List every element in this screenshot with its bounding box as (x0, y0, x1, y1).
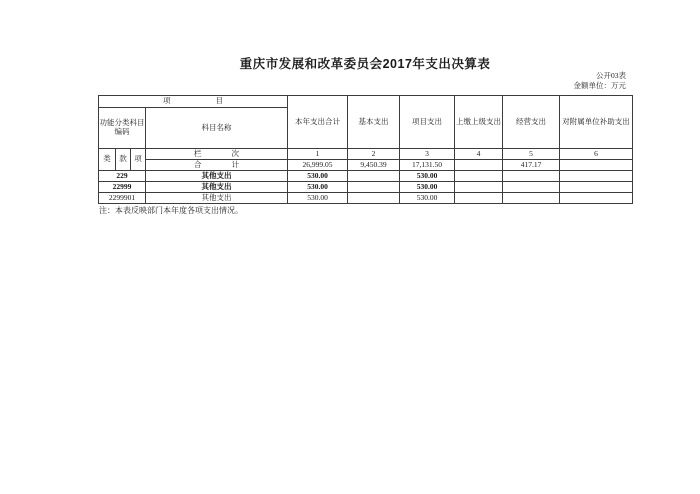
total-cell-value (455, 160, 503, 171)
cell-value: 530.00 (288, 193, 348, 204)
cell-value (503, 182, 560, 193)
col-number: 3 (400, 149, 455, 160)
total-cell-value: 26,999.05 (288, 160, 348, 171)
col-number: 5 (503, 149, 560, 160)
header-code-lei: 类 (99, 149, 116, 171)
row-subject-name: 其他支出 (146, 182, 288, 193)
row-code: 22999 (99, 182, 146, 193)
header-code-group: 功能分类科目编码 (99, 108, 146, 149)
col-number: 4 (455, 149, 503, 160)
cell-value (503, 171, 560, 182)
row-subject-name: 其他支出 (146, 171, 288, 182)
table-footnote: 注：本表反映部门本年度各项支出情况。 (99, 206, 243, 215)
col-header-project-expenditure: 项目支出 (400, 96, 455, 149)
cell-value (560, 193, 633, 204)
cell-value (348, 182, 400, 193)
sheet-label: 公开03表 (596, 71, 626, 80)
row-code: 2299901 (99, 193, 146, 204)
cell-value (455, 182, 503, 193)
col-header-subsidy-expenditure: 对附属单位补助支出 (560, 96, 633, 149)
cell-value (455, 193, 503, 204)
cell-value (560, 182, 633, 193)
table-row (99, 193, 633, 204)
expenditure-table (98, 95, 633, 204)
cell-value: 530.00 (400, 193, 455, 204)
cell-value: 530.00 (288, 182, 348, 193)
header-item: 项 目 (99, 96, 288, 108)
col-number: 1 (288, 149, 348, 160)
unit-label: 金额单位：万元 (573, 81, 626, 90)
cell-value (348, 193, 400, 204)
cell-value (560, 171, 633, 182)
col-header-operating-expenditure: 经营支出 (503, 96, 560, 149)
col-number: 6 (560, 149, 633, 160)
col-header-upturned-expenditure: 上缴上级支出 (455, 96, 503, 149)
total-cell-value: 9,450.39 (348, 160, 400, 171)
total-cell-value (560, 160, 633, 171)
total-cell-value: 17,131.50 (400, 160, 455, 171)
cell-value (348, 171, 400, 182)
total-cell-value: 417.17 (503, 160, 560, 171)
row-code: 229 (99, 171, 146, 182)
cell-value: 530.00 (400, 171, 455, 182)
col-number: 2 (348, 149, 400, 160)
cell-value: 530.00 (288, 171, 348, 182)
table-row (99, 171, 633, 182)
cell-value (455, 171, 503, 182)
table-meta (98, 71, 626, 91)
header-lanci: 栏 次 (146, 149, 288, 160)
col-header-basic-expenditure: 基本支出 (348, 96, 400, 149)
header-code-xiang: 项 (131, 149, 146, 171)
col-header-total-expenditure: 本年支出合计 (288, 96, 348, 149)
cell-value: 530.00 (400, 182, 455, 193)
header-code-kuan: 款 (116, 149, 131, 171)
header-subject-name: 科目名称 (146, 108, 288, 149)
total-row-label: 合 计 (146, 160, 288, 171)
page-title: 重庆市发展和改革委员会2017年支出决算表 (239, 57, 491, 71)
row-subject-name: 其他支出 (146, 193, 288, 204)
cell-value (503, 193, 560, 204)
table-row (99, 182, 633, 193)
